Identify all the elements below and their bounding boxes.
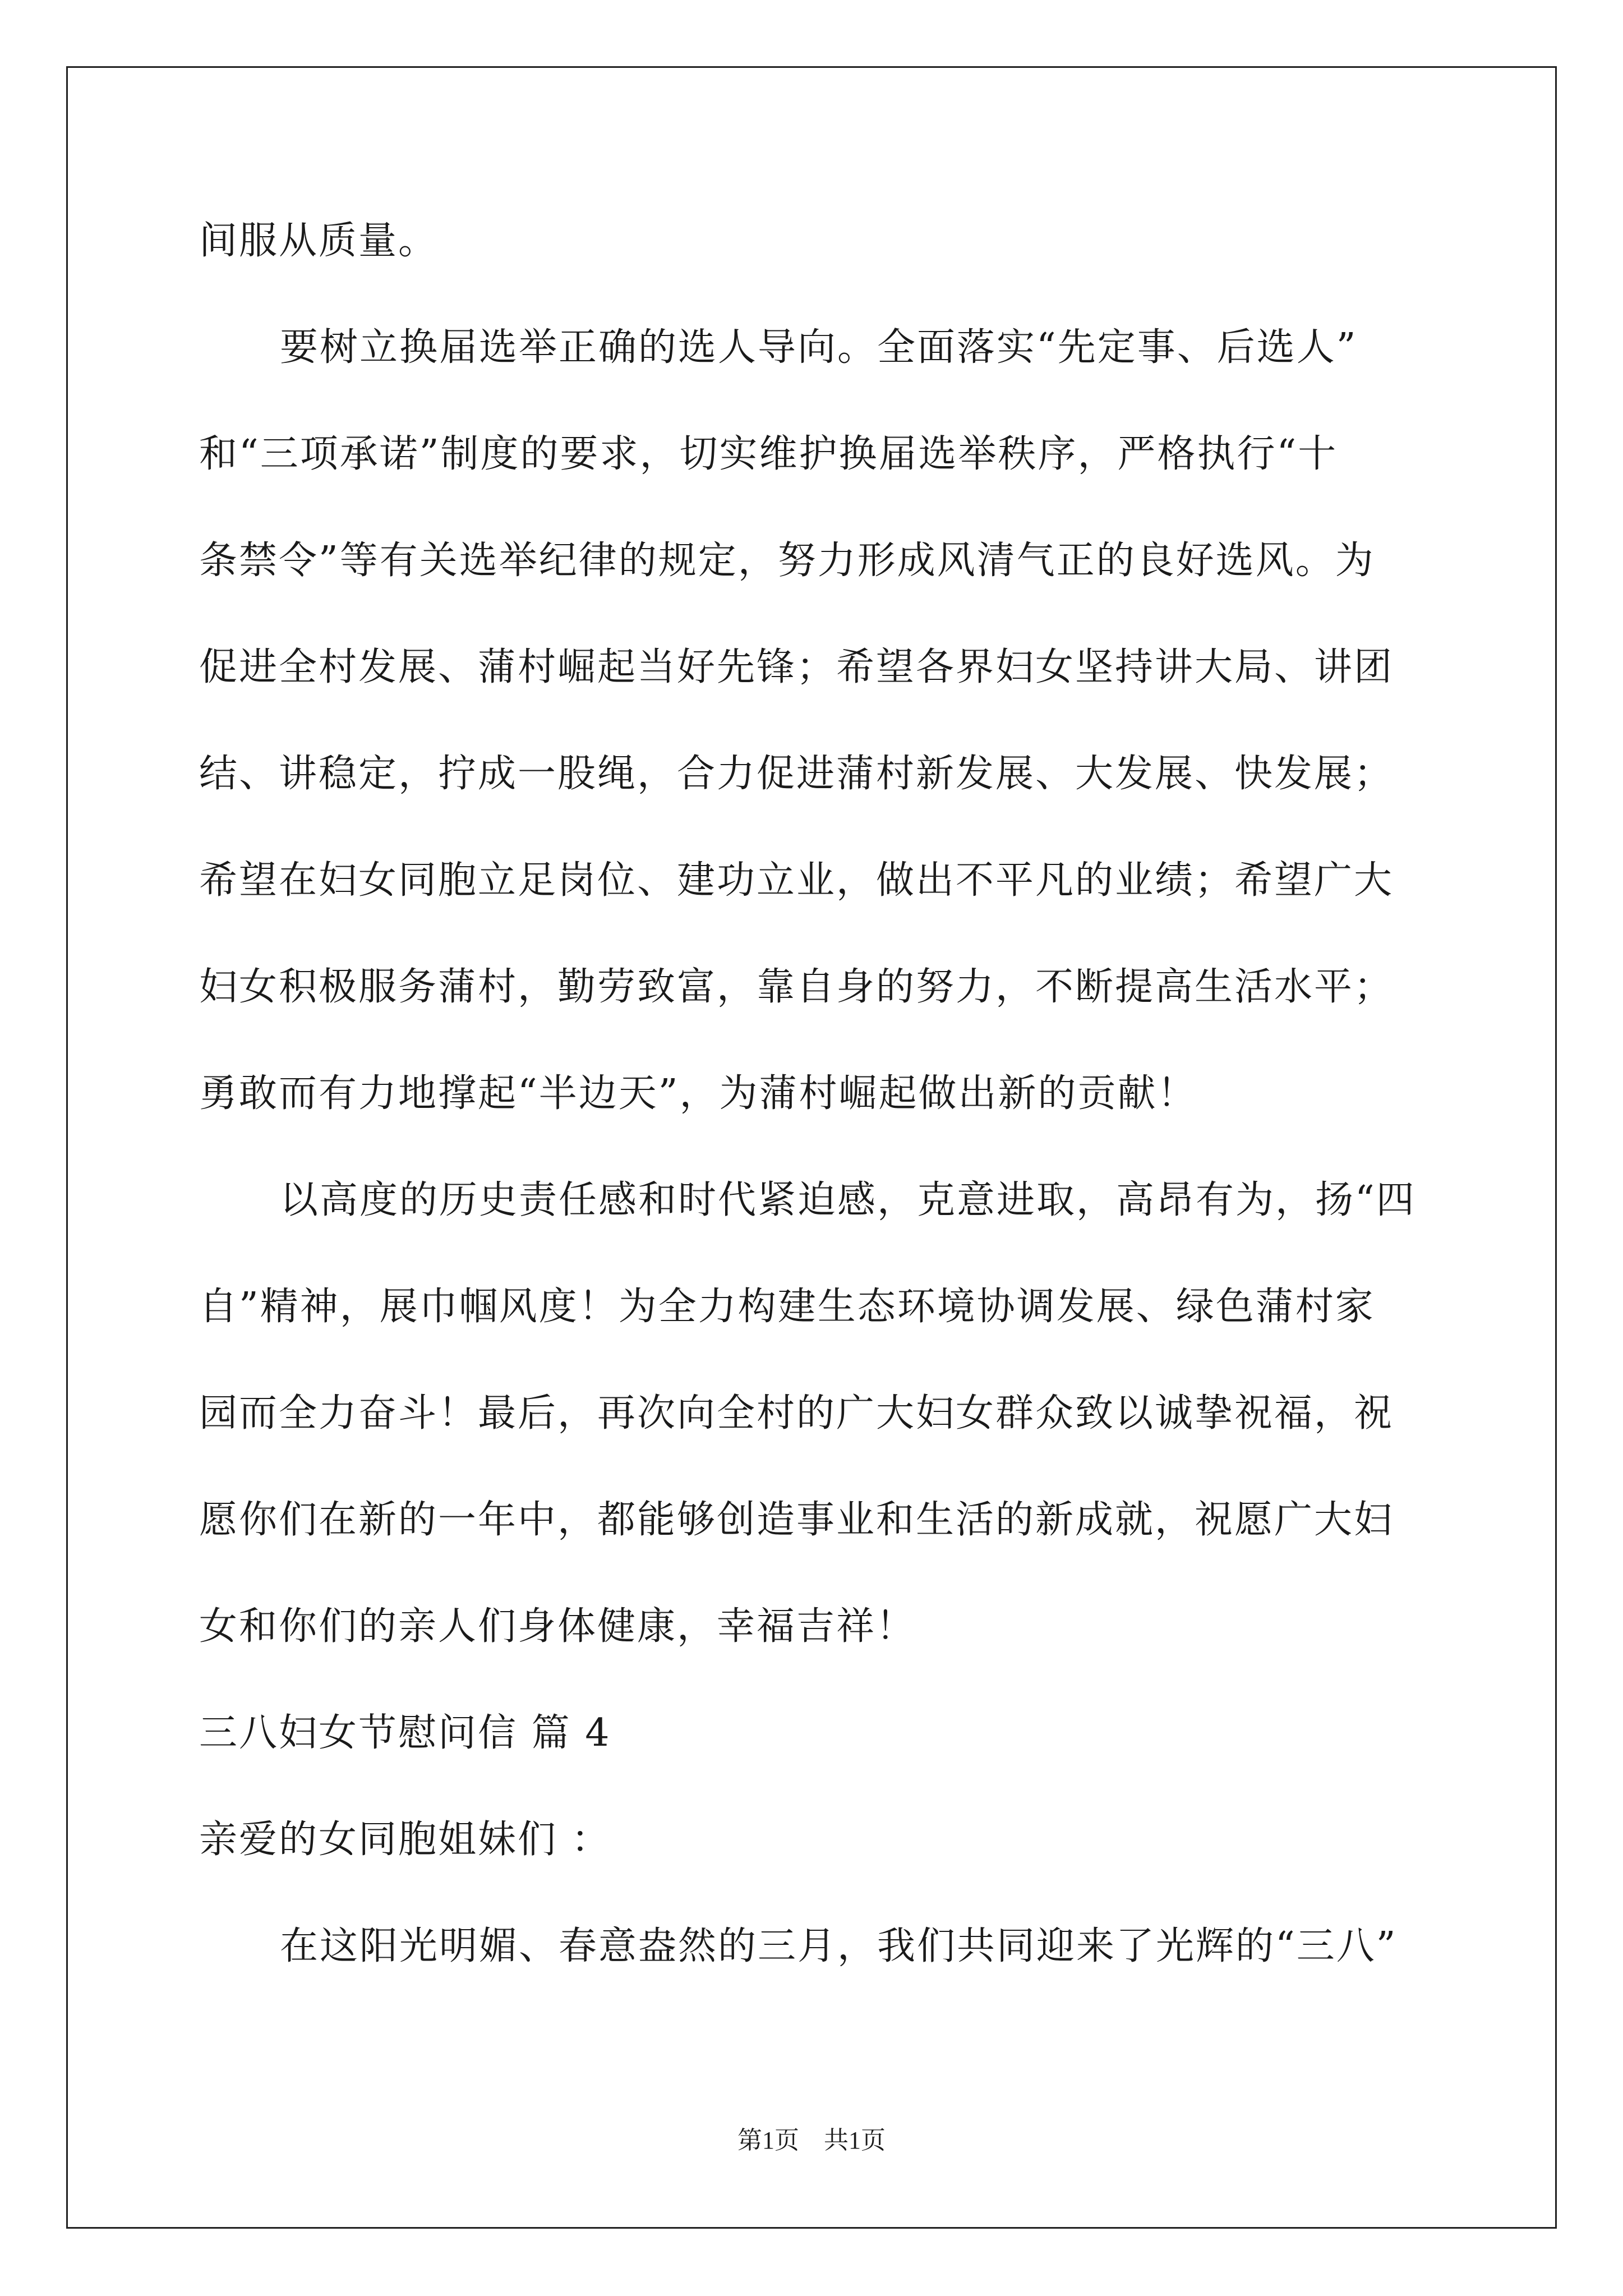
- paragraph-start-line: 以高度的历史责任感和时代紧迫感，克意进取，高昂有为，扬“四: [280, 1178, 1416, 1222]
- section-heading: 三八妇女节慰问信 篇 4: [199, 1711, 611, 1755]
- page-number-footer: 第1页 共1页: [737, 2127, 886, 2154]
- text-line: 愿你们在新的一年中，都能够创造事业和生活的新成就，祝愿广大妇: [199, 1498, 1394, 1542]
- text-line: 勇敢而有力地撑起“半边天”，为蒲村崛起做出新的贡献！: [199, 1071, 1197, 1116]
- text-line: 女和你们的亲人们身体健康，幸福吉祥！: [199, 1604, 916, 1649]
- text-line: 自”精神，展巾帼风度！为全力构建生态环境协调发展、绿色蒲村家: [199, 1285, 1375, 1329]
- paragraph-start-line: 要树立换届选举正确的选人导向。全面落实“先定事、后选人”: [280, 325, 1358, 370]
- salutation: 亲爱的女同胞姐妹们 ：: [199, 1818, 611, 1862]
- text-line: 园而全力奋斗！最后，再次向全村的广大妇女群众致以诚挚祝福，祝: [199, 1391, 1394, 1435]
- text-line: 条禁令”等有关选举纪律的规定，努力形成风清气正的良好选风。为: [199, 539, 1375, 583]
- text-line: 结、讲稳定，拧成一股绳，合力促进蒲村新发展、大发展、快发展；: [199, 752, 1394, 796]
- text-line: 妇女积极服务蒲村，勤劳致富，靠自身的努力，不断提高生活水平；: [199, 965, 1394, 1009]
- text-line: 间服从质量。: [199, 219, 439, 263]
- page-border: [66, 66, 1557, 2229]
- paragraph-start-line: 在这阳光明媚、春意盎然的三月，我们共同迎来了光辉的“三八”: [280, 1924, 1398, 1968]
- text-line: 促进全村发展、蒲村崛起当好先锋；希望各界妇女坚持讲大局、讲团: [199, 645, 1394, 689]
- text-line: 和“三项承诺”制度的要求，切实维护换届选举秩序，严格执行“十: [199, 432, 1338, 476]
- text-line: 希望在妇女同胞立足岗位、建功立业，做出不平凡的业绩；希望广大: [199, 858, 1394, 903]
